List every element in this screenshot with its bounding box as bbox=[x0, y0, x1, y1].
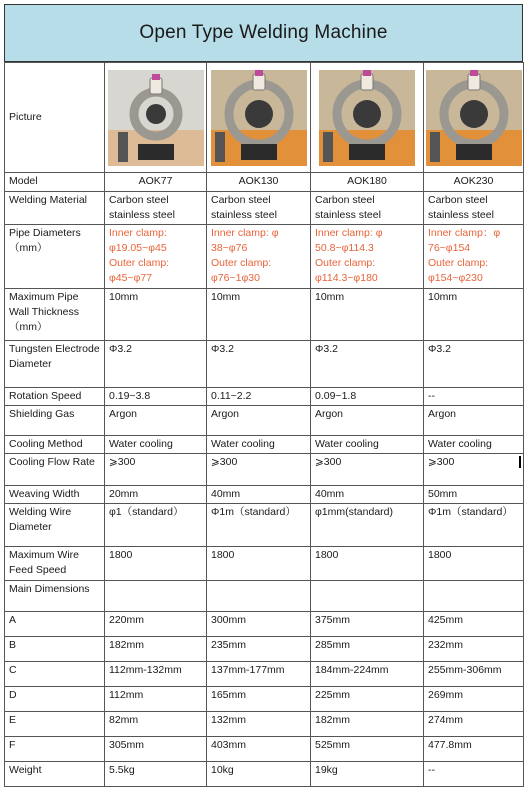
cell-weight: -- bbox=[424, 762, 524, 787]
cell-cooling-method: Water cooling bbox=[207, 436, 311, 454]
cell-wire-diameter: Φ1m（standard） bbox=[207, 504, 311, 547]
cell-main-dimensions bbox=[207, 581, 311, 612]
cell-cooling-method: Water cooling bbox=[424, 436, 524, 454]
cell-c: 112mm-132mm bbox=[105, 662, 207, 687]
cell-f: 477.8mm bbox=[424, 737, 524, 762]
cell-shielding: Argon bbox=[311, 406, 424, 436]
row-c bbox=[5, 662, 524, 687]
row-wire-diameter bbox=[5, 504, 524, 547]
row-label: Welding Wire Diameter bbox=[5, 504, 105, 547]
cell-cooling-flow: ⩾300 bbox=[105, 454, 207, 486]
cell-rotation: -- bbox=[424, 388, 524, 406]
cell-e: 132mm bbox=[207, 712, 311, 737]
row-label: Cooling Flow Rate bbox=[5, 454, 105, 486]
row-pipe-diameters bbox=[5, 225, 524, 289]
row-label: E bbox=[5, 712, 105, 737]
row-label: Model bbox=[5, 173, 105, 192]
cell-tungsten: Φ3.2 bbox=[424, 341, 524, 388]
cell-weight: 10kg bbox=[207, 762, 311, 787]
cell-rotation: 0.09~1.8 bbox=[311, 388, 424, 406]
row-model bbox=[5, 173, 524, 192]
cell-pipe-diameters: Inner clamp: φ 50.8~φ114.3 Outer clamp: φ114.3~φ180 bbox=[311, 225, 424, 289]
cell-picture bbox=[311, 63, 424, 173]
cell-wire-diameter: Φ1m（standard） bbox=[424, 504, 524, 547]
cell-wire-feed: 1800 bbox=[105, 547, 207, 581]
cell-a: 375mm bbox=[311, 612, 424, 637]
row-shielding bbox=[5, 406, 524, 436]
row-label: Main Dimensions bbox=[5, 581, 105, 612]
cell-e: 82mm bbox=[105, 712, 207, 737]
cell-model: AOK130 bbox=[207, 173, 311, 192]
row-label: Weight bbox=[5, 762, 105, 787]
cell-tungsten: Φ3.2 bbox=[105, 341, 207, 388]
row-label: Picture bbox=[5, 63, 105, 173]
cell-f: 525mm bbox=[311, 737, 424, 762]
cell-pipe-diameters: Inner clamp：φ 76~φ154 Outer clamp: φ154~φ230 bbox=[424, 225, 524, 289]
cell-c: 184mm-224mm bbox=[311, 662, 424, 687]
row-rotation bbox=[5, 388, 524, 406]
cell-main-dimensions bbox=[424, 581, 524, 612]
spec-table bbox=[4, 62, 524, 787]
welding-machine-photo bbox=[319, 70, 415, 166]
cell-b: 285mm bbox=[311, 637, 424, 662]
cell-model: AOK230 bbox=[424, 173, 524, 192]
cell-welding-material: Carbon steel stainless steel bbox=[424, 192, 524, 225]
cell-max-wall: 10mm bbox=[105, 289, 207, 341]
cell-shielding: Argon bbox=[207, 406, 311, 436]
row-welding-material bbox=[5, 192, 524, 225]
cell-max-wall: 10mm bbox=[311, 289, 424, 341]
row-label: F bbox=[5, 737, 105, 762]
cell-wire-feed: 1800 bbox=[311, 547, 424, 581]
cell-f: 305mm bbox=[105, 737, 207, 762]
row-b bbox=[5, 637, 524, 662]
cell-c: 137mm-177mm bbox=[207, 662, 311, 687]
cell-welding-material: Carbon steel stainless steel bbox=[311, 192, 424, 225]
cell-max-wall: 10mm bbox=[207, 289, 311, 341]
row-label: A bbox=[5, 612, 105, 637]
cell-model: AOK180 bbox=[311, 173, 424, 192]
cell-tungsten: Φ3.2 bbox=[207, 341, 311, 388]
row-main-dimensions bbox=[5, 581, 524, 612]
row-label: B bbox=[5, 637, 105, 662]
cell-main-dimensions bbox=[311, 581, 424, 612]
cell-d: 269mm bbox=[424, 687, 524, 712]
cell-pipe-diameters: Inner clamp: φ 38~φ76 Outer clamp: φ76~1φ30 bbox=[207, 225, 311, 289]
row-cooling-flow bbox=[5, 454, 524, 486]
cell-wire-diameter: φ1（standard） bbox=[105, 504, 207, 547]
cell-cooling-flow: ⩾300 bbox=[311, 454, 424, 486]
row-label: Pipe Diameters （mm） bbox=[5, 225, 105, 289]
cell-weaving: 40mm bbox=[207, 486, 311, 504]
row-label: Shielding Gas bbox=[5, 406, 105, 436]
cell-rotation: 0.11~2.2 bbox=[207, 388, 311, 406]
page-title: Open Type Welding Machine bbox=[4, 4, 523, 62]
cell-b: 235mm bbox=[207, 637, 311, 662]
cell-weaving: 40mm bbox=[311, 486, 424, 504]
cell-cooling-flow: ⩾300 bbox=[207, 454, 311, 486]
welding-machine-photo bbox=[211, 70, 307, 166]
cell-cooling-method: Water cooling bbox=[105, 436, 207, 454]
cell-a: 425mm bbox=[424, 612, 524, 637]
cell-wire-diameter: φ1mm(standard) bbox=[311, 504, 424, 547]
row-picture bbox=[5, 63, 524, 173]
cell-wire-feed: 1800 bbox=[207, 547, 311, 581]
row-label: C bbox=[5, 662, 105, 687]
cell-c: 255mm-306mm bbox=[424, 662, 524, 687]
row-a bbox=[5, 612, 524, 637]
cell-d: 165mm bbox=[207, 687, 311, 712]
row-d bbox=[5, 687, 524, 712]
cell-pipe-diameters: Inner clamp: φ19.05~φ45 Outer clamp: φ45~φ77 bbox=[105, 225, 207, 289]
row-weaving bbox=[5, 486, 524, 504]
cell-a: 300mm bbox=[207, 612, 311, 637]
cell-cooling-method: Water cooling bbox=[311, 436, 424, 454]
cell-picture bbox=[105, 63, 207, 173]
row-label: Welding Material bbox=[5, 192, 105, 225]
cell-b: 182mm bbox=[105, 637, 207, 662]
cell-weaving: 50mm bbox=[424, 486, 524, 504]
cell-main-dimensions bbox=[105, 581, 207, 612]
row-label: D bbox=[5, 687, 105, 712]
margin-mark bbox=[519, 456, 521, 468]
cell-weaving: 20mm bbox=[105, 486, 207, 504]
cell-a: 220mm bbox=[105, 612, 207, 637]
cell-d: 112mm bbox=[105, 687, 207, 712]
row-label: Tungsten Electrode Diameter bbox=[5, 341, 105, 388]
cell-picture bbox=[424, 63, 524, 173]
cell-cooling-flow: ⩾300 bbox=[424, 454, 524, 486]
cell-shielding: Argon bbox=[424, 406, 524, 436]
row-weight bbox=[5, 762, 524, 787]
row-f bbox=[5, 737, 524, 762]
row-label: Cooling Method bbox=[5, 436, 105, 454]
row-tungsten bbox=[5, 341, 524, 388]
cell-b: 232mm bbox=[424, 637, 524, 662]
row-max-wall bbox=[5, 289, 524, 341]
welding-machine-photo bbox=[426, 70, 522, 166]
cell-e: 182mm bbox=[311, 712, 424, 737]
row-wire-feed bbox=[5, 547, 524, 581]
cell-e: 274mm bbox=[424, 712, 524, 737]
row-label: Rotation Speed bbox=[5, 388, 105, 406]
cell-f: 403mm bbox=[207, 737, 311, 762]
spec-table-body bbox=[5, 63, 524, 787]
row-label: Weaving Width bbox=[5, 486, 105, 504]
cell-welding-material: Carbon steel stainless steel bbox=[207, 192, 311, 225]
cell-tungsten: Φ3.2 bbox=[311, 341, 424, 388]
row-cooling-method bbox=[5, 436, 524, 454]
spec-sheet bbox=[4, 4, 523, 787]
cell-welding-material: Carbon steel stainless steel bbox=[105, 192, 207, 225]
cell-weight: 19kg bbox=[311, 762, 424, 787]
cell-shielding: Argon bbox=[105, 406, 207, 436]
row-label: Maximum Wire Feed Speed bbox=[5, 547, 105, 581]
cell-model: AOK77 bbox=[105, 173, 207, 192]
cell-weight: 5.5kg bbox=[105, 762, 207, 787]
row-label: Maximum Pipe Wall Thickness （mm） bbox=[5, 289, 105, 341]
welding-machine-photo bbox=[108, 70, 204, 166]
cell-wire-feed: 1800 bbox=[424, 547, 524, 581]
row-e bbox=[5, 712, 524, 737]
cell-d: 225mm bbox=[311, 687, 424, 712]
cell-max-wall: 10mm bbox=[424, 289, 524, 341]
cell-picture bbox=[207, 63, 311, 173]
cell-rotation: 0.19~3.8 bbox=[105, 388, 207, 406]
